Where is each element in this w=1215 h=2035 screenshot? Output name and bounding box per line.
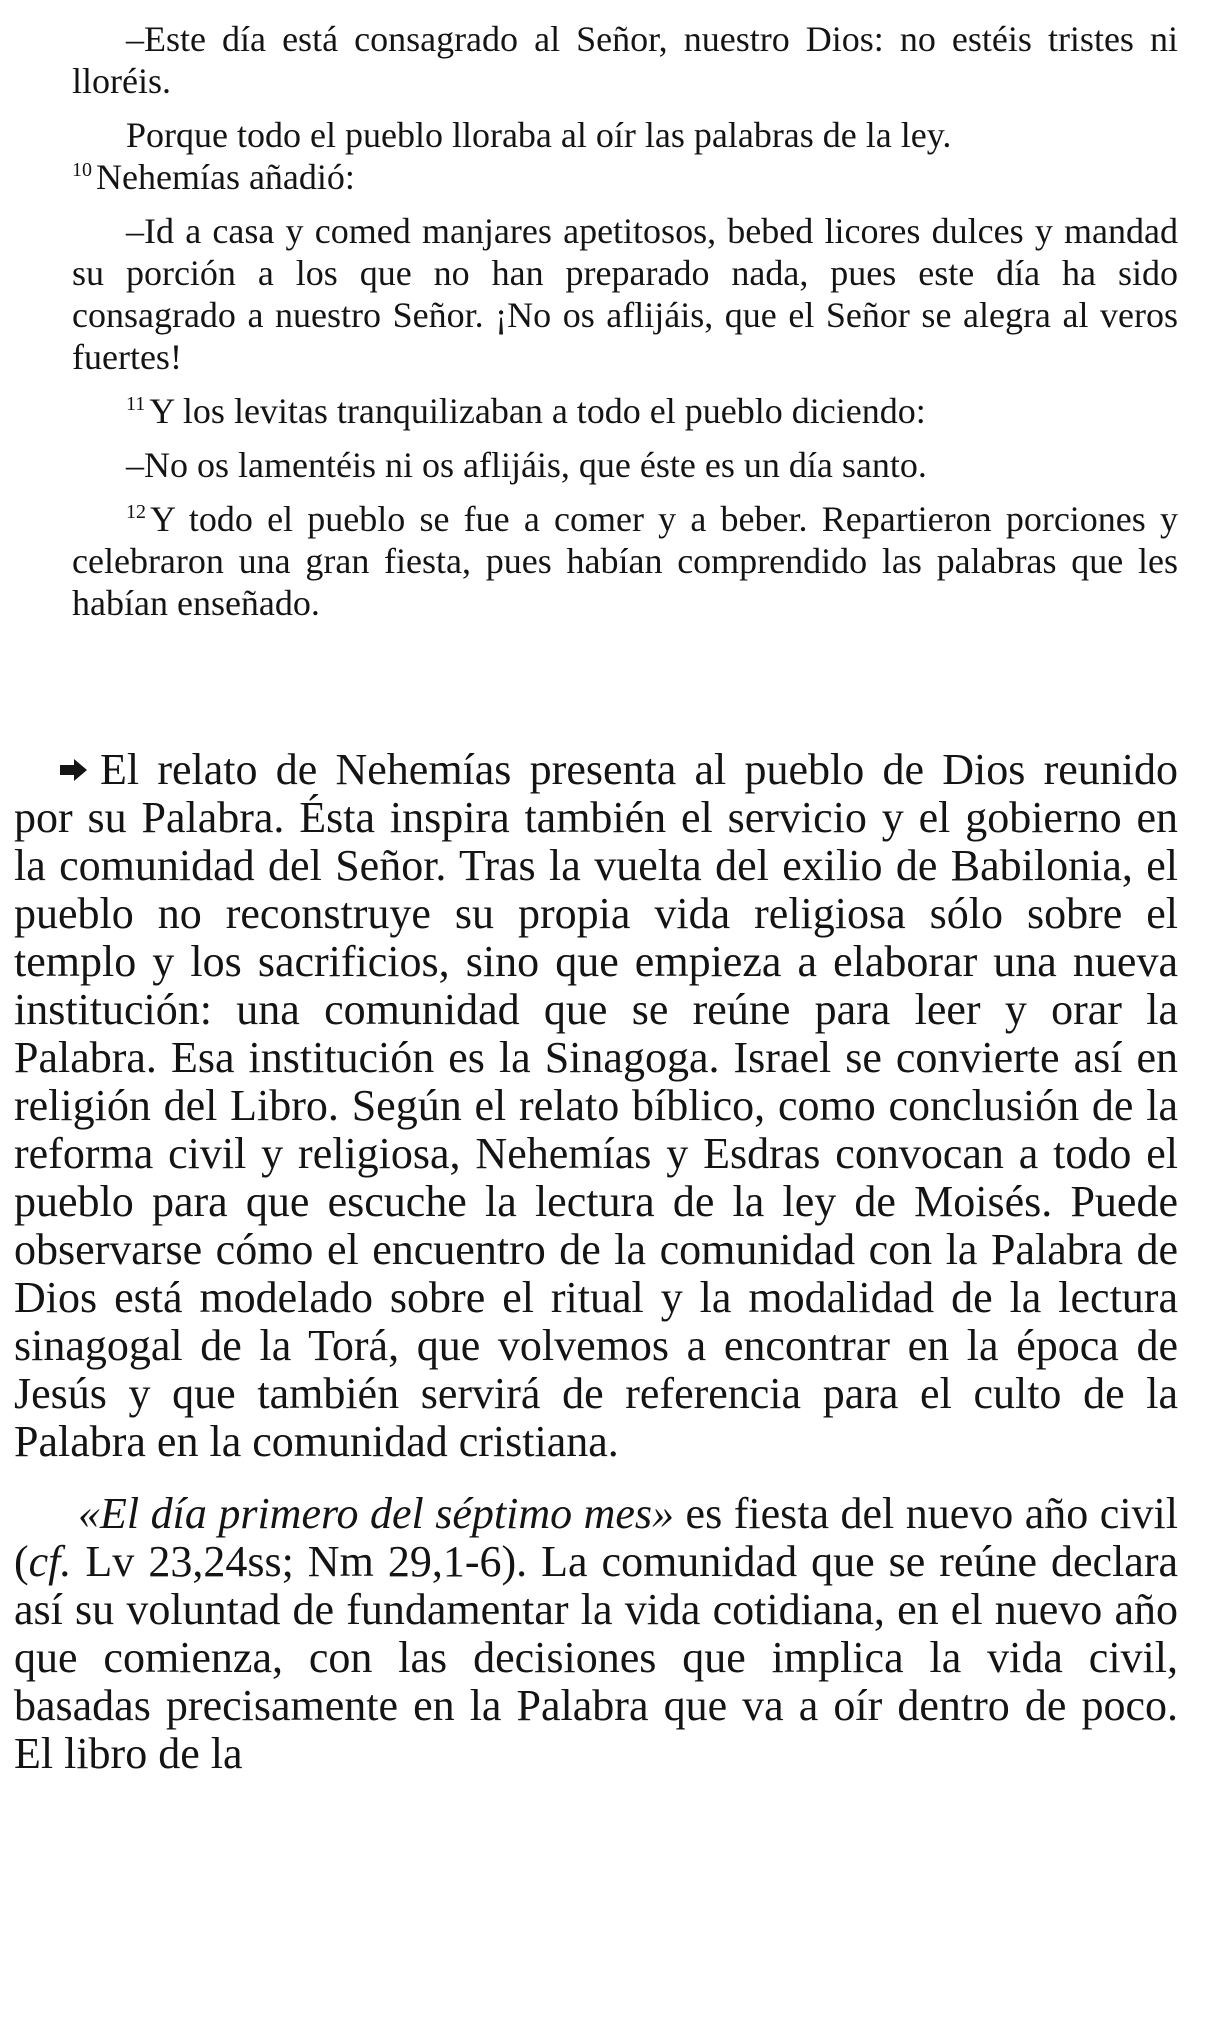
commentary-block bbox=[14, 746, 1178, 1802]
scripture-block bbox=[72, 18, 1178, 636]
commentary-paragraph bbox=[14, 1490, 1178, 1778]
italic-quote: «El día primero del séptimo mes» bbox=[78, 1489, 675, 1538]
scripture-paragraph bbox=[72, 114, 1178, 156]
commentary-text: es fiesta del nuevo año civil ( bbox=[14, 1489, 1179, 1586]
scripture-paragraph: –No os lamentéis ni os aflijáis, que éste es un día santo. bbox=[126, 445, 927, 485]
commentary-text: Lv 23,24ss; Nm 29,1-6). La comunidad que se reúne declara así su voluntad de fundamentar la vida cotidiana, en el nuevo año que comienza, con las decisiones que implica la vida civil, basadas precisamente en la Palabra que va a oír dentro de poco. El libro de la bbox=[14, 1537, 1178, 1778]
verse-number: 12 bbox=[126, 501, 146, 523]
commentary-paragraph bbox=[14, 746, 1178, 1466]
scripture-text: Y todo el pueblo se fue a comer y a beber. Repartieron porciones y celebraron una gran fiesta, pues habían comprendido las palabras que les habían enseñado. bbox=[72, 499, 1178, 623]
scripture-paragraph bbox=[72, 498, 1178, 624]
right-arrow-icon bbox=[58, 758, 88, 782]
scripture-paragraph: –Este día está consagrado al Señor, nuestro Dios: no estéis tristes ni lloréis. bbox=[72, 19, 1178, 101]
verse-number: 11 bbox=[126, 393, 146, 415]
commentary-text: El relato de Nehemías presenta al pueblo de Dios reunido por su Palabra. Ésta inspira también el servicio y el gobierno en la comunidad del Señor. Tras la vuelta del exilio de Babilonia, el pueblo no reconstruye su propia vida religiosa sólo sobre el templo y los sacrificios, sino que empieza a elaborar una nueva institución: una comunidad que se reúne para leer y orar la Palabra. Esa institución es la Sinagoga. Israel se convierte así en religión del Libro. Según el relato bíblico, como conclusión de la reforma civil y religiosa, Nehemías y Esdras convocan a todo el pueblo para que escuche la lectura de la ley de Moisés. Puede observarse cómo el encuentro de la comunidad con la Palabra de Dios está modelado sobre el ritual y la modalidad de la lectura sinagogal de la Torá, que volvemos a encontrar en la época de Jesús y que también servirá de referencia para el culto de la Palabra en la comunidad cristiana. bbox=[14, 745, 1178, 1466]
scripture-text: Porque todo el pueblo lloraba al oír las palabras de la ley. bbox=[126, 115, 952, 155]
scripture-paragraph bbox=[72, 390, 1178, 432]
scripture-text: Nehemías añadió: bbox=[96, 157, 355, 197]
scripture-text: Y los levitas tranquilizaban a todo el pueblo diciendo: bbox=[149, 391, 926, 431]
scripture-paragraph: –Id a casa y comed manjares apetitosos, bebed licores dulces y mandad su porción a los que no han preparado nada, pues este día ha sido consagrado a nuestro Señor. ¡No os aflijáis, que el Señor se alegra al veros fuertes! bbox=[72, 211, 1178, 377]
verse-number: 10 bbox=[72, 159, 92, 181]
italic-cf: cf. bbox=[28, 1537, 72, 1586]
scripture-paragraph bbox=[72, 156, 1178, 198]
